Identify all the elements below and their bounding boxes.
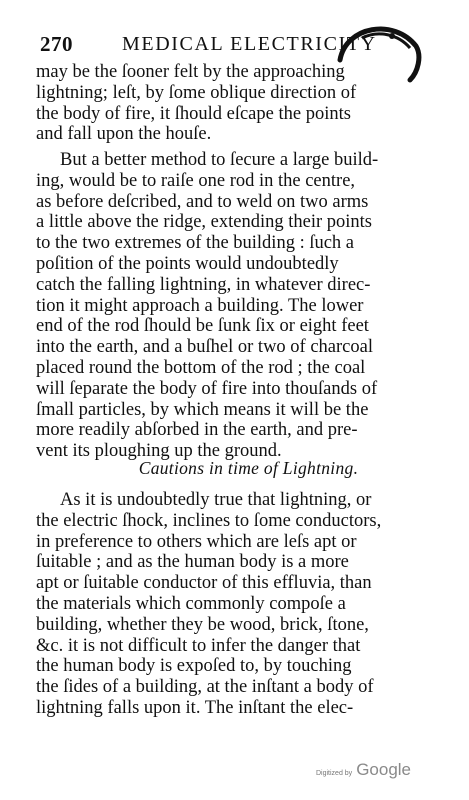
page-header <box>40 30 448 60</box>
text-line: will ſeparate the body of fire into thouſands of <box>36 378 378 399</box>
running-head: MEDICAL ELECTRICITY <box>122 33 377 55</box>
text-line: tion it might approach a building. The lower <box>36 295 364 316</box>
text-line: in preference to others which are leſs apt or <box>36 531 357 552</box>
text-line: placed round the bottom of the rod ; the coal <box>36 357 366 378</box>
text-line: as before deſcribed, and to weld on two arms <box>36 191 369 212</box>
section-heading-row <box>0 458 469 479</box>
text-line: to the two extremes of the building : ſuch a <box>36 233 355 254</box>
paragraph-2 <box>36 150 434 462</box>
text-line: the human body is expoſed to, by touching <box>36 656 352 677</box>
page-number: 270 <box>40 32 73 56</box>
text-line: But a better method to ſecure a large build- <box>60 150 379 170</box>
text-line: apt or ſuitable conductor of this effluvia, than <box>36 573 372 594</box>
text-line: ing, would be to raiſe one rod in the centre, <box>36 170 356 191</box>
text-line: into the earth, and a buſhel or two of charcoal <box>36 337 373 358</box>
google-logo-text: Google <box>356 760 412 779</box>
text-line: and fall upon the houſe. <box>36 124 212 145</box>
text-line: ſuitable ; and as the human body is a more <box>36 552 349 573</box>
digitization-watermark <box>316 760 411 780</box>
text-line: end of the rod ſhould be ſunk ſix or eight feet <box>36 316 369 337</box>
text-line: ſmall particles, by which means it will be the <box>36 399 369 420</box>
text-line: more readily abſorbed in the earth, and pre- <box>36 420 358 441</box>
text-line: lightning; leſt, by ſome oblique direction of <box>36 82 357 103</box>
text-line: the ſides of a building, at the inſtant a body of <box>36 677 374 698</box>
text-line: may be the ſooner felt by the approaching <box>36 62 345 82</box>
text-line: a little above the ridge, extending their points <box>36 212 372 233</box>
paragraph-1 <box>36 62 434 145</box>
paragraph-3 <box>36 490 434 719</box>
text-line: vent its ploughing up the ground. <box>36 441 282 462</box>
text-line: poſition of the points would undoubtedly <box>36 253 339 274</box>
text-line: the electric ſhock, inclines to ſome conductors, <box>36 510 382 531</box>
text-line: building, whether they be wood, brick, ſtone, <box>36 614 369 635</box>
section-heading: Cautions in time of Lightning. <box>138 458 359 478</box>
text-line: As it is undoubtedly true that lightning, or <box>60 490 372 510</box>
text-line: &c. it is not difficult to infer the danger that <box>36 635 361 656</box>
text-line: lightning falls upon it. The inſtant the elec- <box>36 697 354 718</box>
digitized-by-label: Digitized by <box>316 770 353 777</box>
text-line: the body of fire, it ſhould eſcape the points <box>36 103 351 124</box>
text-line: catch the falling lightning, in whatever direc- <box>36 274 371 295</box>
text-line: the materials which commonly compoſe a <box>36 593 346 614</box>
